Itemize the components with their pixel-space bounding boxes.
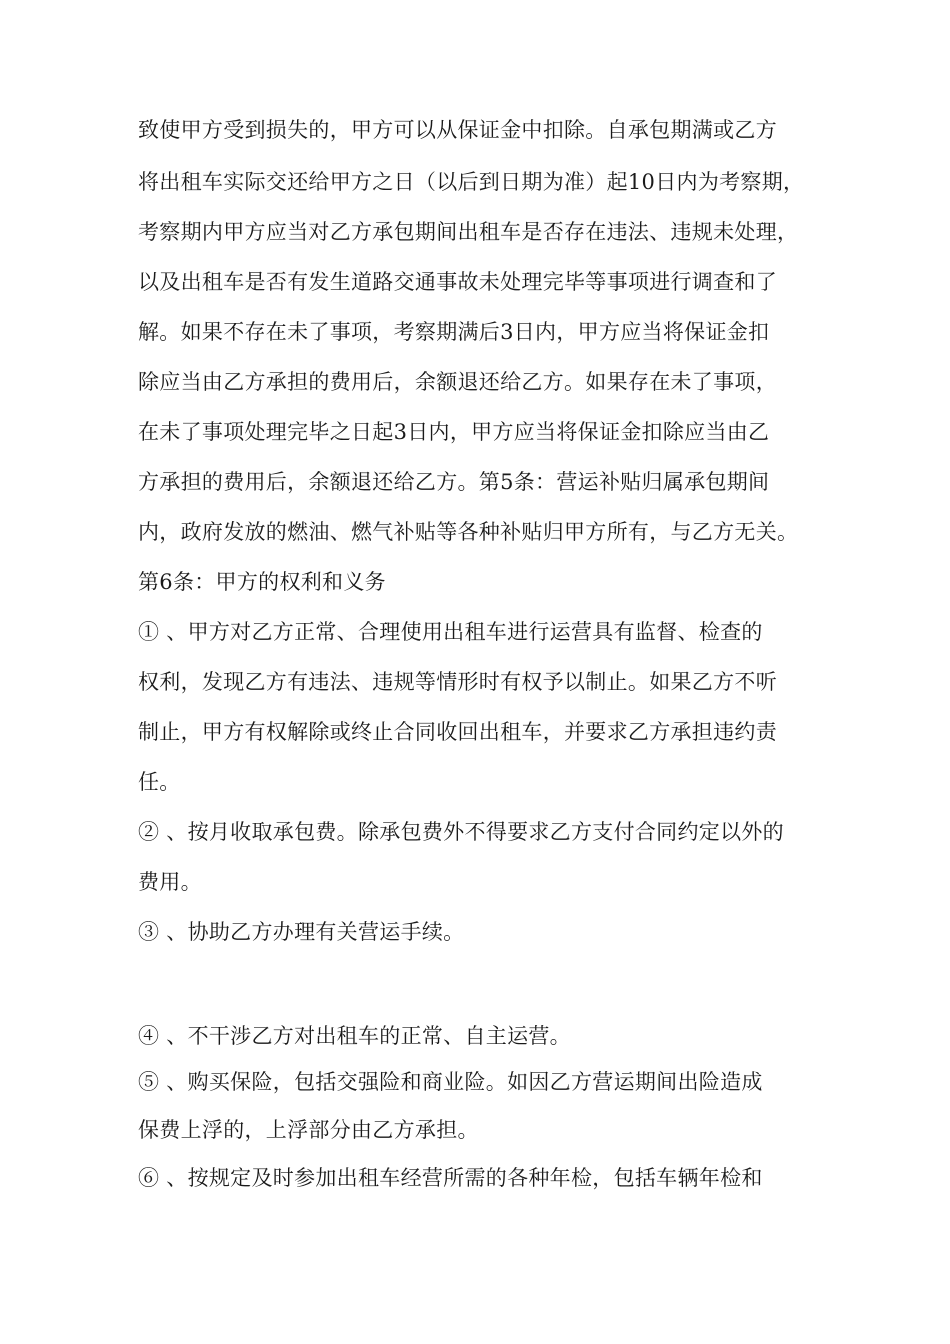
text-line: 内，政府发放的燃油、燃气补贴等各种补贴归甲方所有，与乙方无关。 [138, 520, 799, 544]
text-line: 费用。 [138, 870, 202, 894]
section-heading: 第6条：甲方的权利和义务 [138, 570, 386, 594]
text-line: 保费上浮的，上浮部分由乙方承担。 [138, 1118, 479, 1142]
text-line: 权利，发现乙方有违法、违规等情形时有权予以制止。如果乙方不听 [138, 670, 777, 694]
text-line: 将出租车实际交还给甲方之日（以后到日期为准）起10日内为考察期， [138, 170, 805, 194]
text-line: 在未了事项处理完毕之日起3日内，甲方应当将保证金扣除应当由乙 [138, 420, 770, 444]
list-item: ⑥ 、按规定及时参加出租车经营所需的各种年检，包括车辆年检和 [138, 1166, 763, 1190]
list-item: ③ 、协助乙方办理有关营运手续。 [138, 920, 465, 944]
text-line: 除应当由乙方承担的费用后，余额退还给乙方。如果存在未了事项， [138, 370, 777, 394]
text-line: 方承担的费用后，余额退还给乙方。第5条：营运补贴归属承包期间 [138, 470, 770, 494]
text-line: 考察期内甲方应当对乙方承包期间出租车是否存在违法、违规未处理， [138, 220, 799, 244]
list-item: ④ 、不干涉乙方对出租车的正常、自主运营。 [138, 1024, 571, 1048]
list-item: ① 、甲方对乙方正常、合理使用出租车进行运营具有监督、检查的 [138, 620, 763, 644]
text-line: 任。 [138, 770, 181, 794]
text-line: 以及出租车是否有发生道路交通事故未处理完毕等事项进行调查和了 [138, 270, 777, 294]
text-line: 致使甲方受到损失的，甲方可以从保证金中扣除。自承包期满或乙方 [138, 118, 777, 142]
list-item: ⑤ 、购买保险，包括交强险和商业险。如因乙方营运期间出险造成 [138, 1070, 763, 1094]
list-item: ② 、按月收取承包费。除承包费外不得要求乙方支付合同约定以外的 [138, 820, 784, 844]
text-line: 制止，甲方有权解除或终止合同收回出租车，并要求乙方承担违约责 [138, 720, 777, 744]
text-line: 解。如果不存在未了事项，考察期满后3日内，甲方应当将保证金扣 [138, 320, 770, 344]
